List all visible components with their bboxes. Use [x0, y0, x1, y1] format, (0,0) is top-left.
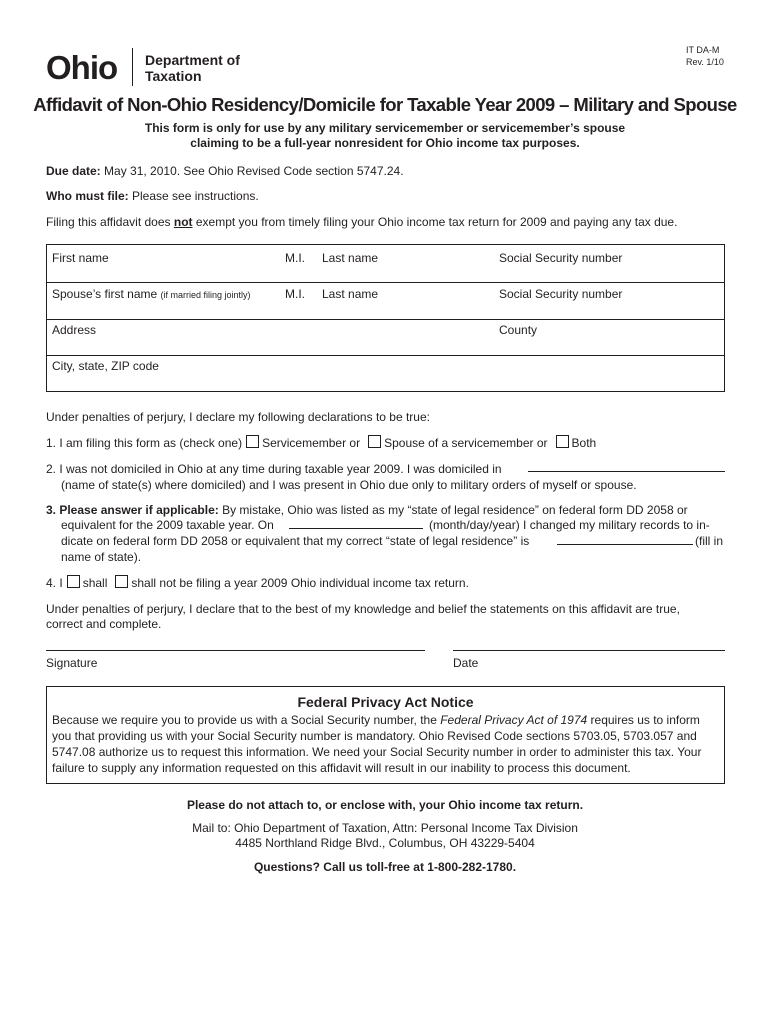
county-field[interactable]: County	[499, 323, 538, 337]
servicemember-option-label: Servicemember or	[262, 436, 361, 450]
declaration-3-line2a: equivalent for the 2009 taxable year. On	[61, 518, 274, 532]
address-field[interactable]: Address	[52, 323, 97, 337]
declaration-3-line2b: (month/day/year) I changed my military records to in-	[429, 518, 710, 532]
mail-address-line2: 4485 Northland Ridge Blvd., Columbus, OH 43229-5404	[235, 836, 535, 850]
declaration-1-text: 1. I am filing this form as (check one)	[46, 436, 243, 450]
declaration-1	[46, 435, 596, 451]
both-checkbox[interactable]	[556, 435, 569, 448]
both-option-label: Both	[571, 436, 597, 450]
change-date-line[interactable]	[289, 528, 423, 529]
privacy-line4: failure to supply any information requested on this affidavit will result in our inability to process this document.	[52, 761, 631, 775]
date-label: Date	[453, 656, 479, 670]
declaration-4	[46, 575, 469, 591]
closing-line1: Under penalties of perjury, I declare that to the best of my knowledge and belief the statements on this affidavit are true,	[46, 602, 680, 616]
form-revision: Rev. 1/10	[686, 57, 724, 67]
spouse-ssn-field[interactable]: Social Security number	[499, 287, 623, 301]
declarations-intro: Under penalties of perjury, I declare my following declarations to be true:	[46, 410, 430, 424]
department-name	[145, 52, 240, 84]
mail-address-line1: Mail to: Ohio Department of Taxation, Attn: Personal Income Tax Division	[192, 821, 578, 835]
declaration-3-line1	[46, 503, 688, 518]
subtitle-line1: This form is only for use by any military servicemember or servicemember’s spouse	[144, 121, 626, 135]
table-divider	[46, 355, 725, 356]
privacy-notice-body	[52, 712, 720, 776]
filing-note-emphasis: not	[173, 215, 193, 229]
department-line1: Department of	[145, 52, 240, 68]
ohio-logo: Ohio	[46, 49, 118, 86]
filing-note-after: exempt you from timely filing your Ohio income tax return for 2009 and paying any tax due.	[192, 215, 678, 229]
who-must-file-label: Who must file:	[46, 189, 129, 203]
form-title: Affidavit of Non-Ohio Residency/Domicile for Taxable Year 2009 – Military and Spouse	[33, 94, 737, 115]
subtitle-line2: claiming to be a full-year nonresident for Ohio income tax purposes.	[190, 136, 580, 150]
logo-divider	[132, 48, 133, 86]
declaration-3-label: 3. Please answer if applicable:	[46, 503, 219, 517]
last-name-field[interactable]: Last name	[322, 251, 379, 265]
questions-phone: Questions? Call us toll-free at 1-800-282-1780.	[253, 860, 517, 874]
closing-line2: correct and complete.	[46, 617, 162, 631]
spouse-first-name-label: Spouse’s first name	[52, 287, 158, 301]
servicemember-checkbox[interactable]	[246, 435, 259, 448]
declaration-3-line3b: (fill in	[695, 534, 724, 548]
due-date-text: May 31, 2010. See Ohio Revised Code section 5747.24.	[100, 164, 404, 178]
shall-not-checkbox[interactable]	[115, 575, 128, 588]
declaration-4-prefix: 4. I	[46, 576, 63, 590]
first-name-field[interactable]: First name	[52, 251, 109, 265]
do-not-attach-note: Please do not attach to, or enclose with, your Ohio income tax return.	[186, 798, 584, 812]
privacy-line1b: requires us to inform	[587, 713, 700, 727]
spouse-checkbox[interactable]	[368, 435, 381, 448]
domicile-state-line[interactable]	[528, 471, 725, 472]
declaration-3-text: By mistake, Ohio was listed as my “state of legal residence” on federal form DD 2058 or	[218, 503, 688, 517]
privacy-line3: 5747.08 authorize us to request this information. We need your Social Security number in order to administer this tax. Your	[52, 745, 702, 759]
spouse-option-label: Spouse of a servicemember or	[384, 436, 548, 450]
filing-note-before: Filing this affidavit does	[46, 215, 174, 229]
form-subtitle	[0, 121, 770, 151]
due-date-label: Due date:	[46, 164, 101, 178]
who-must-file	[46, 189, 259, 204]
declaration-2-line2: (name of state(s) where domiciled) and I was present in Ohio due only to military orders of myself or spouse.	[61, 478, 637, 492]
closing-statement	[46, 602, 680, 632]
who-must-file-text: Please see instructions.	[128, 189, 259, 203]
mi-field[interactable]: M.I.	[285, 251, 305, 265]
declaration-2-line1: 2. I was not domiciled in Ohio at any time during taxable year 2009. I was domiciled in	[46, 462, 502, 476]
shall-not-option-label: shall not be filing a year 2009 Ohio individual income tax return.	[131, 576, 469, 590]
city-state-zip-field[interactable]: City, state, ZIP code	[52, 359, 159, 373]
form-id	[686, 44, 724, 68]
spouse-last-name-field[interactable]: Last name	[322, 287, 379, 301]
signature-label: Signature	[46, 656, 98, 670]
department-line2: Taxation	[145, 68, 202, 84]
due-date	[46, 164, 404, 179]
privacy-notice-title: Federal Privacy Act Notice	[297, 694, 474, 710]
shall-checkbox[interactable]	[67, 575, 80, 588]
spouse-first-name-field[interactable]	[52, 287, 251, 301]
privacy-line1	[52, 712, 720, 728]
date-line[interactable]	[453, 650, 725, 651]
table-divider	[46, 319, 725, 320]
declaration-3-line3a: dicate on federal form DD 2058 or equivalent that my correct “state of legal residence” is	[61, 534, 530, 548]
filing-note	[46, 215, 677, 230]
declaration-3-line4: name of state).	[61, 550, 142, 564]
signature-line[interactable]	[46, 650, 425, 651]
ssn-field[interactable]: Social Security number	[499, 251, 623, 265]
privacy-act-name: Federal Privacy Act of 1974	[440, 713, 588, 727]
privacy-line1a: Because we require you to provide us with a Social Security number, the	[52, 713, 441, 727]
spouse-note: (if married filing jointly)	[160, 290, 251, 300]
spouse-mi-field[interactable]: M.I.	[285, 287, 305, 301]
form-code: IT DA-M	[686, 45, 720, 55]
legal-residence-line[interactable]	[557, 544, 693, 545]
privacy-line2: you that providing us with your Social Security number is mandatory. Ohio Revised Code sections 5703.05, 5703.057 and	[52, 729, 697, 743]
shall-option-label: shall	[82, 576, 108, 590]
table-divider	[46, 282, 725, 283]
